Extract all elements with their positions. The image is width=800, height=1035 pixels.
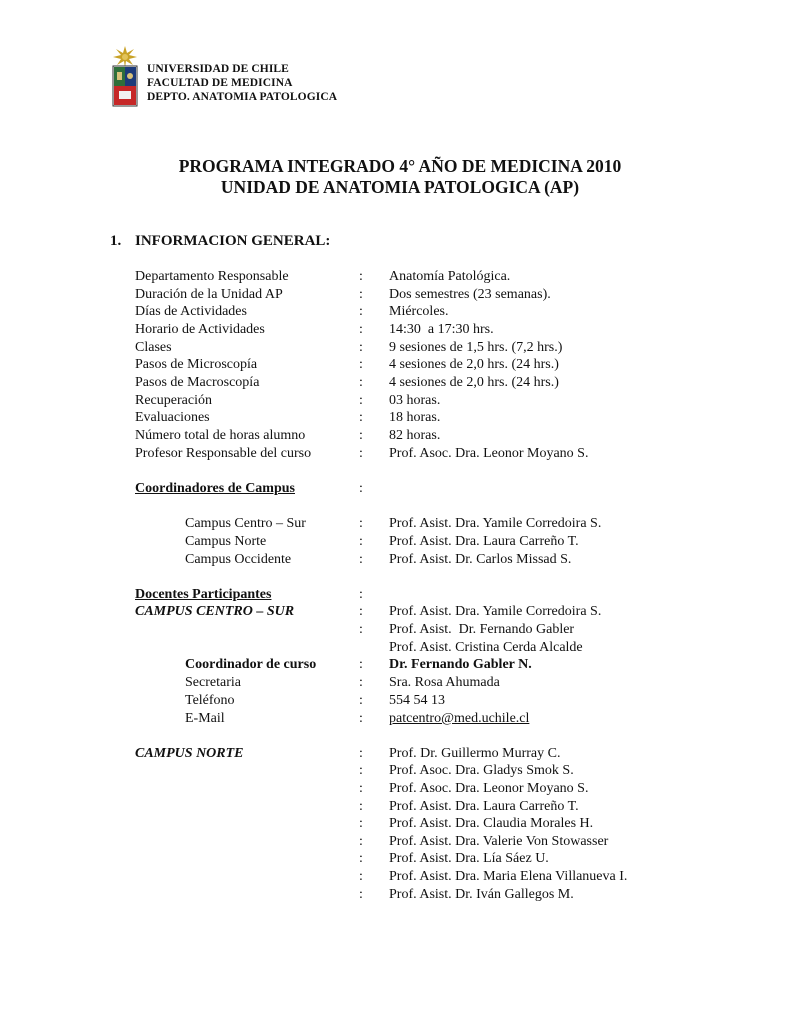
info-label: Número total de horas alumno [135, 428, 306, 443]
colon: : [359, 763, 363, 778]
docente-name: Prof. Dr. Guillermo Murray C. [389, 746, 561, 761]
colon: : [359, 428, 363, 443]
coordinator-course-label: Coordinador de curso [185, 657, 317, 672]
document-title [0, 156, 800, 198]
docente-name: Prof. Asist. Dra. Valerie Von Stowasser [389, 834, 609, 849]
colon: : [359, 711, 363, 726]
colon: : [359, 516, 363, 531]
campus-norte-label: CAMPUS NORTE [135, 746, 244, 761]
info-value: 4 sesiones de 2,0 hrs. (24 hrs.) [389, 357, 559, 372]
colon: : [359, 587, 363, 602]
campus-label: Campus Occidente [185, 552, 292, 567]
email-label: E-Mail [185, 711, 225, 726]
info-value: Prof. Asoc. Dra. Leonor Moyano S. [389, 446, 589, 461]
university-seal-logo [110, 46, 140, 108]
secretary-value: Sra. Rosa Ahumada [389, 675, 500, 690]
colon: : [359, 287, 363, 302]
docente-name: Prof. Asist. Cristina Cerda Alcalde [389, 640, 583, 655]
colon: : [359, 481, 363, 496]
colon: : [359, 393, 363, 408]
email-link[interactable]: patcentro@med.uchile.cl [389, 711, 530, 726]
colon: : [359, 799, 363, 814]
university-name: UNIVERSIDAD DE CHILE [147, 63, 289, 75]
info-value: Miércoles. [389, 304, 449, 319]
docente-name: Prof. Asoc. Dra. Gladys Smok S. [389, 763, 574, 778]
colon: : [359, 552, 363, 567]
colon: : [359, 816, 363, 831]
colon: : [359, 446, 363, 461]
coordinator-name: Prof. Asist. Dra. Laura Carreño T. [389, 534, 579, 549]
docente-name: Prof. Asoc. Dra. Leonor Moyano S. [389, 781, 589, 796]
department-name: DEPTO. ANATOMIA PATOLOGICA [147, 91, 338, 103]
info-label: Departamento Responsable [135, 269, 289, 284]
info-label: Recuperación [135, 393, 212, 408]
info-value: 18 horas. [389, 410, 441, 425]
colon: : [359, 357, 363, 372]
docente-name: Prof. Asist. Dra. Maria Elena Villanueva I. [389, 869, 628, 884]
colon: : [359, 851, 363, 866]
star-icon [113, 46, 137, 68]
colon: : [359, 746, 363, 761]
info-label: Pasos de Microscopía [135, 357, 258, 372]
colon: : [359, 869, 363, 884]
faculty-name: FACULTAD DE MEDICINA [147, 77, 293, 89]
info-label: Pasos de Macroscopía [135, 375, 260, 390]
title-line-2: UNIDAD DE ANATOMIA PATOLOGICA (AP) [220, 177, 580, 197]
info-value: 4 sesiones de 2,0 hrs. (24 hrs.) [389, 375, 559, 390]
info-value: 9 sesiones de 1,5 hrs. (7,2 hrs.) [389, 340, 563, 355]
secretary-label: Secretaria [185, 675, 241, 690]
info-label: Horario de Actividades [135, 322, 265, 337]
section-title: INFORMACION GENERAL: [135, 233, 331, 249]
colon: : [359, 322, 363, 337]
colon: : [359, 410, 363, 425]
colon: : [359, 375, 363, 390]
campus-centro-sur-label: CAMPUS CENTRO – SUR [135, 604, 295, 619]
info-label: Profesor Responsable del curso [135, 446, 312, 461]
docente-name: Prof. Asist. Dr. Iván Gallegos M. [389, 887, 574, 902]
institution-block [147, 62, 337, 104]
docente-name: Prof. Asist. Dra. Lía Sáez U. [389, 851, 549, 866]
campus-label: Campus Centro – Sur [185, 516, 306, 531]
coordinator-course-value: Dr. Fernando Gabler N. [389, 657, 532, 672]
colon: : [359, 304, 363, 319]
campus-label: Campus Norte [185, 534, 267, 549]
docente-name: Prof. Asist. Dra. Yamile Corredoira S. [389, 604, 602, 619]
colon: : [359, 534, 363, 549]
info-value: Dos semestres (23 semanas). [389, 287, 551, 302]
info-value: 14:30 a 17:30 hrs. [389, 322, 494, 337]
coordinators-heading: Coordinadores de Campus [135, 481, 295, 496]
coordinator-name: Prof. Asist. Dra. Yamile Corredoira S. [389, 516, 602, 531]
coordinator-name: Prof. Asist. Dr. Carlos Missad S. [389, 552, 572, 567]
info-value: 82 horas. [389, 428, 441, 443]
phone-label: Teléfono [185, 693, 235, 708]
colon: : [359, 693, 363, 708]
colon: : [359, 622, 363, 637]
section-number: 1. [110, 233, 122, 249]
info-label: Duración de la Unidad AP [135, 287, 283, 302]
info-value: 03 horas. [389, 393, 441, 408]
colon: : [359, 834, 363, 849]
colon: : [359, 269, 363, 284]
colon: : [359, 675, 363, 690]
docente-name: Prof. Asist. Dra. Claudia Morales H. [389, 816, 594, 831]
title-line-1: PROGRAMA INTEGRADO 4° AÑO DE MEDICINA 2010 [178, 156, 622, 176]
info-value: Anatomía Patológica. [389, 269, 511, 284]
docente-name: Prof. Asist. Dra. Laura Carreño T. [389, 799, 579, 814]
phone-value: 554 54 13 [389, 693, 445, 708]
colon: : [359, 887, 363, 902]
colon: : [359, 340, 363, 355]
info-label: Días de Actividades [135, 304, 247, 319]
info-label: Evaluaciones [135, 410, 210, 425]
colon: : [359, 604, 363, 619]
section-heading [110, 233, 330, 250]
colon: : [359, 657, 363, 672]
docentes-heading: Docentes Participantes [135, 587, 272, 602]
info-label: Clases [135, 340, 172, 355]
docente-name: Prof. Asist. Dr. Fernando Gabler [389, 622, 575, 637]
colon: : [359, 781, 363, 796]
